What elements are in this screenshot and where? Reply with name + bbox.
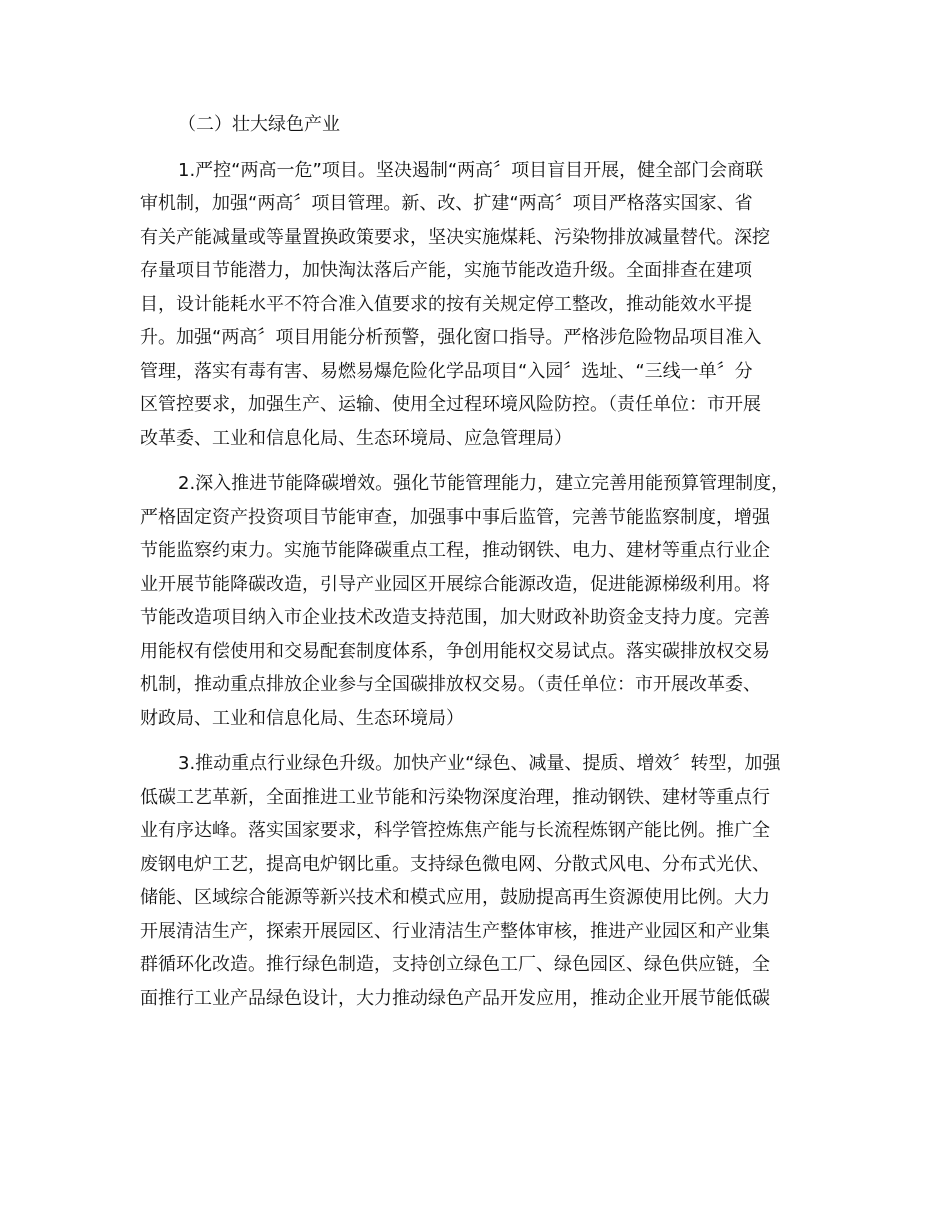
text-line: 节能监察约束力。实施节能降碳重点工程，推动钢铁、电力、建材等重点行业企	[140, 540, 770, 561]
text-line: 业有序达峰。落实国家要求，科学管控炼焦产能与长流程炼钢产能比例。推广全	[140, 820, 770, 841]
text-line: 储能、区域综合能源等新兴技术和模式应用，鼓励提高再生资源使用比例。大力	[140, 887, 770, 908]
text-line: 开展清洁生产，探索开展园区、行业清洁生产整体审核，推进产业园区和产业集	[140, 920, 770, 942]
text-line: 1.严控“两高一危”项目。坚决遏制“两高〞项目盲目开展，健全部门会商联	[178, 159, 764, 181]
text-line: 管理，落实有毒有害、易燃易爆危险化学品项目“入园〞选址、“三线一单〞分	[140, 360, 753, 382]
section-heading: （二）壮大绿色产业	[178, 114, 340, 135]
text-line: 改革委、工业和信息化局、生态环境局、应急管理局）	[140, 427, 572, 449]
text-line: 审机制，加强“两高〞项目管理。新、改、扩建“两高〞项目严格落实国家、省	[140, 193, 753, 214]
text-line: 财政局、工业和信息化局、生态环境局）	[140, 707, 464, 729]
text-line: 升。加强“两高〞项目用能分析预警，强化窗口指导。严格涉危险物品项目准入	[140, 327, 762, 348]
paragraph-2	[140, 467, 808, 735]
text-line: 面推行工业产品绿色设计，大力推动绿色产品开发应用，推动企业开展节能低碳	[140, 987, 770, 1009]
text-line: 业开展节能降碳改造，引导产业园区开展综合能源改造，促进能源梯级利用。将	[140, 573, 770, 595]
text-line: 低碳工艺革新，全面推进工业节能和污染物深度治理，推动钢铁、建材等重点行	[140, 786, 770, 808]
text-line: 废钢电炉工艺，提高电炉钢比重。支持绿色微电网、分散式风电、分布式光伏、	[140, 853, 770, 875]
text-line: 机制，推动重点排放企业参与全国碳排放权交易。（责任单位：市开展改革委、	[140, 674, 761, 695]
text-line: 2.深入推进节能降碳增效。强化节能管理能力，建立完善用能预算管理制度，	[178, 473, 790, 494]
text-line: 存量项目节能潜力，加快淘汰落后产能，实施节能改造升级。全面排查在建项	[140, 260, 752, 281]
text-line: 严格固定资产投资项目节能审查，加强事中事后监管，完善节能监察制度，增强	[140, 506, 770, 528]
text-line: 目，设计能耗水平不符合准入值要求的按有关规定停工整改，推动能效水平提	[140, 293, 752, 315]
text-line: 群循环化改造。推行绿色制造，支持创立绿色工厂、绿色园区、绿色供应链，全	[140, 954, 770, 975]
text-line: 节能改造项目纳入市企业技术改造支持范围，加大财政补助资金支持力度。完善	[140, 607, 770, 628]
paragraph-1	[140, 154, 808, 456]
text-line: 3.推动重点行业绿色升级。加快产业“绿色、减量、提质、增效〞转型，加强	[178, 753, 781, 774]
text-line: 用能权有偿使用和交易配套制度体系，争创用能权交易试点。落实碳排放权交易	[140, 640, 770, 662]
text-line: 区管控要求，加强生产、运输、使用全过程环境风险防控。（责任单位：市开展	[140, 394, 761, 415]
paragraph-3	[140, 747, 808, 1015]
text-line: 有关产能减量或等量置换政策要求，坚决实施煤耗、污染物排放减量替代。深挖	[140, 226, 770, 248]
document-body	[140, 108, 808, 1027]
